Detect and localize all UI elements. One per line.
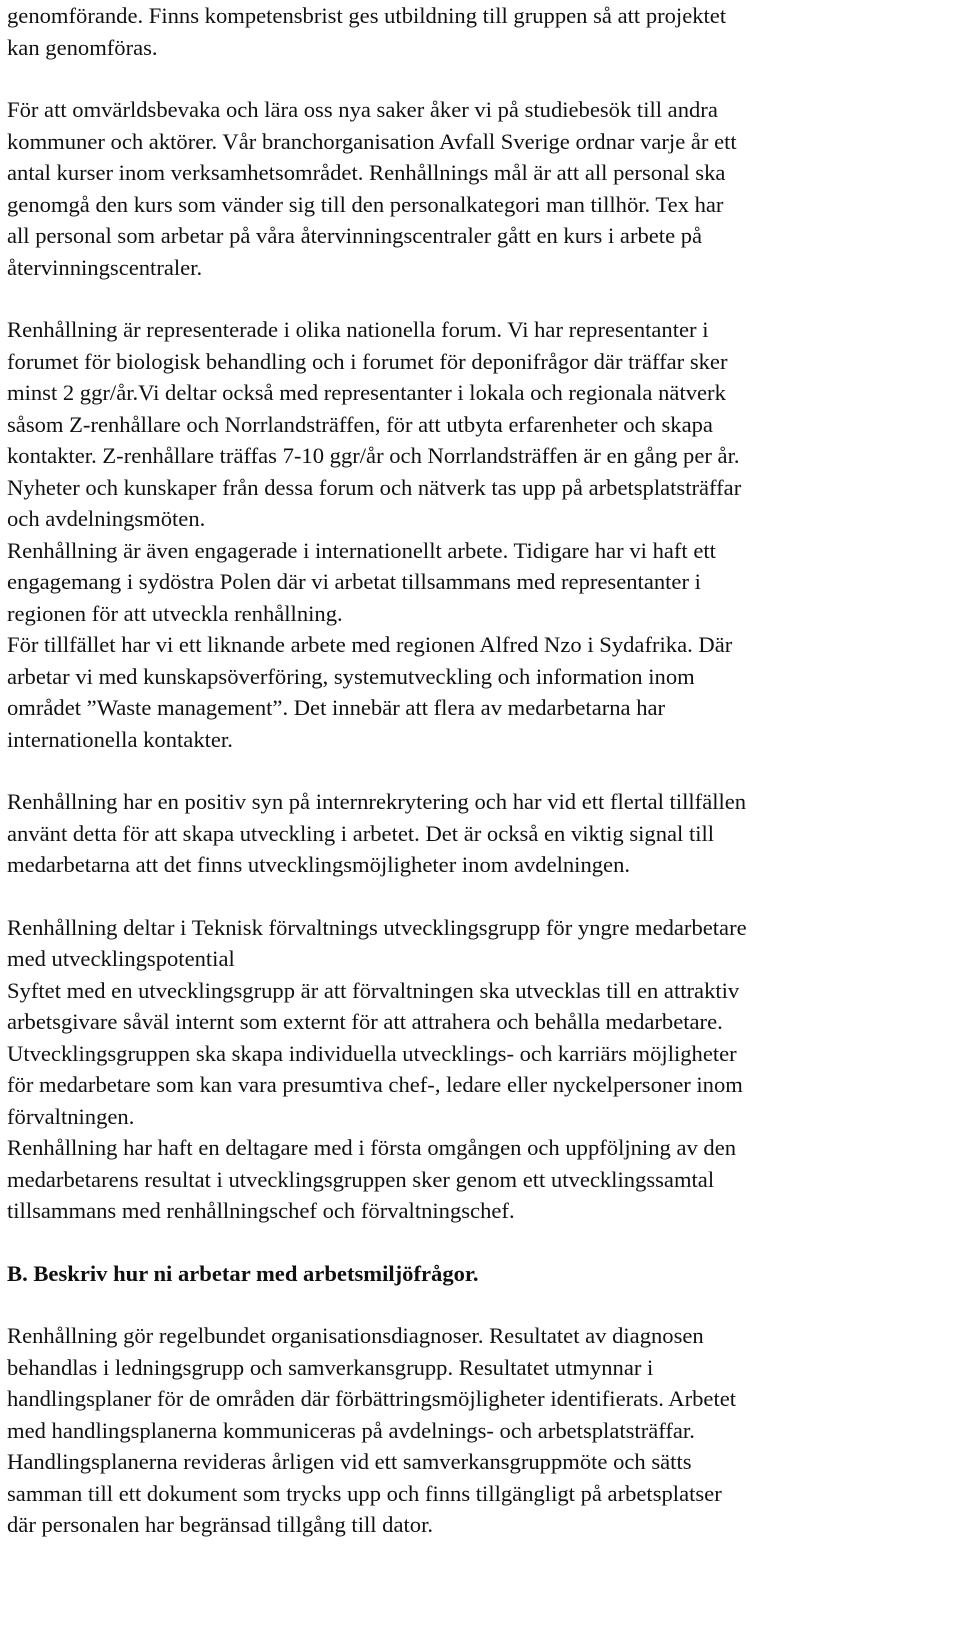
text-line: forumet för biologisk behandling och i forumet för deponifrågor där träffar sker	[7, 348, 728, 374]
text-line: återvinningscentraler.	[7, 254, 203, 280]
text-line: arbetar vi med kunskapsöverföring, systemutveckling och information inom	[7, 663, 695, 689]
document-page	[7, 0, 955, 1541]
text-line: handlingsplaner för de områden där förbättringsmöjligheter identifierats. Arbetet	[7, 1386, 737, 1411]
text-line: medarbetarens resultat i utvecklingsgruppen sker genom ett utvecklingssamtal	[7, 1166, 715, 1192]
text-line: För att omvärldsbevaka och lära oss nya saker åker vi på studiebesök till andra	[7, 97, 718, 122]
text-line: genomgå den kurs som vänder sig till den personalkategori man tillhör. Tex har	[7, 191, 724, 217]
text-line: Nyheter och kunskaper från dessa forum och nätverk tas upp på arbetsplatsträffar	[7, 474, 742, 500]
paragraph-spacer	[7, 1289, 955, 1320]
text-line: medarbetarna att det finns utvecklingsmöjligheter inom avdelningen.	[7, 852, 631, 877]
text-line: såsom Z-renhållare och Norrlandsträffen, för att utbyta erfarenheter och skapa	[7, 411, 713, 437]
text-line: Renhållning gör regelbundet organisationsdiagnoser. Resultatet av diagnosen	[7, 1323, 704, 1348]
text-line: minst 2 ggr/år.Vi deltar också med representanter i lokala och regionala nätverk	[7, 380, 726, 405]
text-line: kontakter. Z-renhållare träffas 7-10 ggr/år och Norrlandsträffen är en gång per år.	[7, 443, 740, 468]
text-line: internationella kontakter.	[7, 726, 233, 752]
text-line: behandlas i ledningsgrupp och samverkansgrupp. Resultatet utmynnar i	[7, 1354, 654, 1380]
paragraph-spacer	[7, 283, 955, 314]
paragraph-spacer	[7, 755, 955, 786]
paragraph-spacer	[7, 1227, 955, 1258]
text-line: Utvecklingsgruppen ska skapa individuella utvecklings- och karriärs möjligheter	[7, 1040, 737, 1066]
text-line: med handlingsplanerna kommuniceras på avdelnings- och arbetsplatsträffar.	[7, 1417, 695, 1443]
text-line: där personalen har begränsad tillgång till dator.	[7, 1512, 434, 1537]
text-line: kommuner och aktörer. Vår branchorganisation Avfall Sverige ordnar varje år ett	[7, 128, 737, 154]
text-line: använt detta för att skapa utveckling i arbetet. Det är också en viktig signal till	[7, 820, 715, 846]
paragraph-development-group	[7, 912, 955, 1227]
text-line: förvaltningen.	[7, 1103, 135, 1129]
text-line: Renhållning är representerade i olika nationella forum. Vi har representanter i	[7, 317, 709, 342]
text-line: Renhållning deltar i Teknisk förvaltnings utvecklingsgrupp för yngre medarbetare	[7, 914, 747, 940]
text-line: genomförande. Finns kompetensbrist ges utbildning till gruppen så att projektet	[7, 3, 727, 28]
text-line: engagemang i sydöstra Polen där vi arbetat tillsammans med representanter i	[7, 569, 701, 594]
text-line: Renhållning har haft en deltagare med i första omgången och uppföljning av den	[7, 1135, 737, 1160]
text-line: Renhållning är även engagerade i internationellt arbete. Tidigare har vi haft ett	[7, 537, 716, 563]
paragraph-spacer	[7, 881, 955, 912]
text-line: Renhållning har en positiv syn på internrekrytering och har vid ett flertal tillfällen	[7, 789, 747, 814]
paragraph-work-environment	[7, 1320, 955, 1541]
text-line: för medarbetare som kan vara presumtiva chef-, ledare eller nyckelpersoner inom	[7, 1072, 743, 1097]
text-line: arbetsgivare såväl internt som externt för att attrahera och behålla medarbetare.	[7, 1009, 723, 1034]
text-line: regionen för att utveckla renhållning.	[7, 600, 343, 626]
text-line: Handlingsplanerna revideras årligen vid ett samverkansgruppmöte och sätts	[7, 1449, 692, 1474]
text-line: Syftet med en utvecklingsgrupp är att förvaltningen ska utvecklas till en attraktiv	[7, 977, 740, 1003]
text-line: För tillfället har vi ett liknande arbete med regionen Alfred Nzo i Sydafrika. Där	[7, 632, 733, 657]
text-line: samman till ett dokument som trycks upp och finns tillgängligt på arbetsplatser	[7, 1480, 722, 1506]
paragraph-forums	[7, 314, 955, 755]
text-line: och avdelningsmöten.	[7, 506, 206, 531]
text-line: tillsammans med renhållningschef och förvaltningschef.	[7, 1198, 515, 1223]
text-line: området ”Waste management”. Det innebär att flera av medarbetarna har	[7, 695, 666, 720]
text-line: all personal som arbetar på våra återvinningscentraler gått en kurs i arbete på	[7, 223, 703, 248]
section-heading-b	[7, 1258, 955, 1290]
section-heading: B. Beskriv hur ni arbetar med arbetsmiljöfrågor.	[7, 1260, 479, 1286]
text-line: kan genomföras.	[7, 34, 158, 60]
paragraph-training	[7, 0, 955, 63]
text-line: med utvecklingspotential	[7, 946, 235, 971]
paragraph-internal-recruitment	[7, 786, 955, 881]
text-line: antal kurser inom verksamhetsområdet. Renhållnings mål är att all personal ska	[7, 160, 726, 185]
paragraph-study-visits	[7, 94, 955, 283]
paragraph-spacer	[7, 63, 955, 94]
